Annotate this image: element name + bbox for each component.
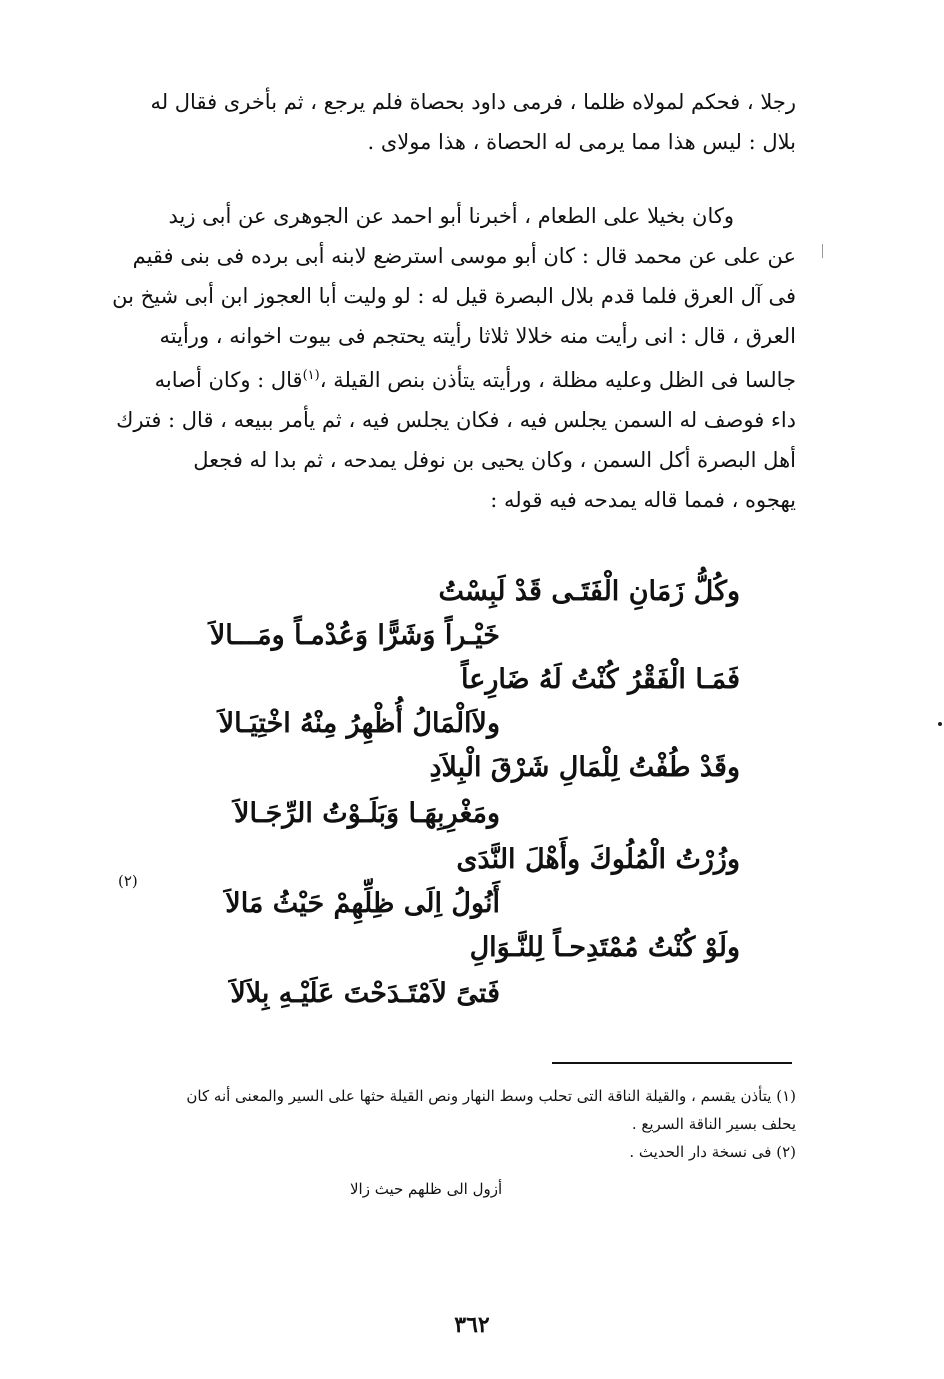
scan-mark: [822, 244, 823, 258]
verse-footnote-marker: (٢): [118, 872, 138, 890]
text-line: وكان بخيلا على الطعام ، أخبرنا أبو احمد عن الجوهرى عن أبى زيد: [168, 204, 734, 228]
footnote-line: يحلف بسير الناقة السريع .: [631, 1115, 796, 1133]
text-line: رجلا ، فحكم لمولاه ظلما ، فرمى داود بحصاة فلم يرجع ، ثم بأخرى فقال له: [150, 90, 796, 114]
verse-line: فَتىً لاَمْتَـدَحْتَ عَلَيْـهِ بِلاَلاَ: [230, 978, 500, 1009]
text-line-with-footnote: [96, 356, 796, 400]
paragraph-1: [96, 82, 796, 162]
verse-line: ولَوْ كُنْتُ مُمْتَدِحـاً لِلنَّـوَالِ: [469, 932, 740, 963]
footnote-marker: (١): [302, 368, 320, 383]
text-segment: قال : وكان أصابه: [154, 368, 303, 392]
footnotes: [96, 1082, 796, 1166]
footnote-divider: [552, 1062, 792, 1064]
verse-line: أَنُولُ اِلَى ظِلِّهِمْ حَيْثُ مَالاَ: [225, 888, 500, 919]
verse-line: ولاَالْمَالُ أُظْهِرُ مِنْهُ اخْتِيَـالاَ: [218, 708, 500, 739]
text-line: العرق ، قال : انى رأيت منه خلالا ثلاثا رأيته يحتجم فى بيوت اخوانه ، ورأيته: [159, 324, 796, 348]
text-line: بلال : ليس هذا مما يرمى له الحصاة ، هذا مولاى .: [367, 130, 796, 154]
verse-line: خَيْـراً وَشَرًّا وَعُدْمـاً ومَـــالاَ: [209, 620, 500, 651]
paragraph-2: [96, 196, 796, 520]
text-segment: جالسا فى الظل وعليه مظلة ، ورأيته يتأذن بنص القيلة ،: [319, 368, 796, 392]
verse-line: فَمَـا الْفَقْرُ كُنْتُ لَهُ ضَارِعاً: [461, 664, 740, 695]
footnote-line: (١) يتأذن يقسم ، والقيلة الناقة التى تحلب وسط النهار ونص القيلة حثها على السير والمعنى أنه كان: [186, 1087, 796, 1105]
text-line: يهجوه ، فمما قاله يمدحه فيه قوله :: [490, 488, 796, 512]
footnote-line: (٢) فى نسخة دار الحديث .: [629, 1143, 796, 1161]
text-line: أهل البصرة أكل السمن ، وكان يحيى بن نوفل يمدحه ، ثم بدا له فجعل: [193, 448, 796, 472]
page-number: ٣٦٢: [454, 1312, 490, 1338]
text-line: فى آل العرق فلما قدم بلال البصرة قيل له : لو وليت أبا العجوز ابن أبى شيخ بن: [112, 284, 796, 308]
text-line: عن على عن محمد قال : كان أبو موسى استرضع لابنه أبى برده فى بنى فقيم: [132, 244, 796, 268]
scan-mark: [938, 722, 942, 726]
verse-line: وكُلُّ زَمَانِ الْفَتَـى قَدْ لَبِسْتُ: [438, 576, 740, 607]
footnote-alt-reading: أزول الى ظلهم حيث زالا: [350, 1180, 503, 1198]
verse-line: ومَغْرِبِهَـا وَبَلَـوْتُ الرِّجَـالاَ: [234, 798, 500, 829]
text-line: داء فوصف له السمن يجلس فيه ، فكان يجلس فيه ، ثم يأمر ببيعه ، قال : فترك: [116, 408, 796, 432]
verse-line: وقَدْ طُفْتُ لِلْمَالِ شَرْقَ الْبِلاَدِ: [429, 752, 740, 783]
verse-line: وزُرْتُ الْمُلُوكَ وأَهْلَ النَّدَى: [456, 844, 740, 875]
